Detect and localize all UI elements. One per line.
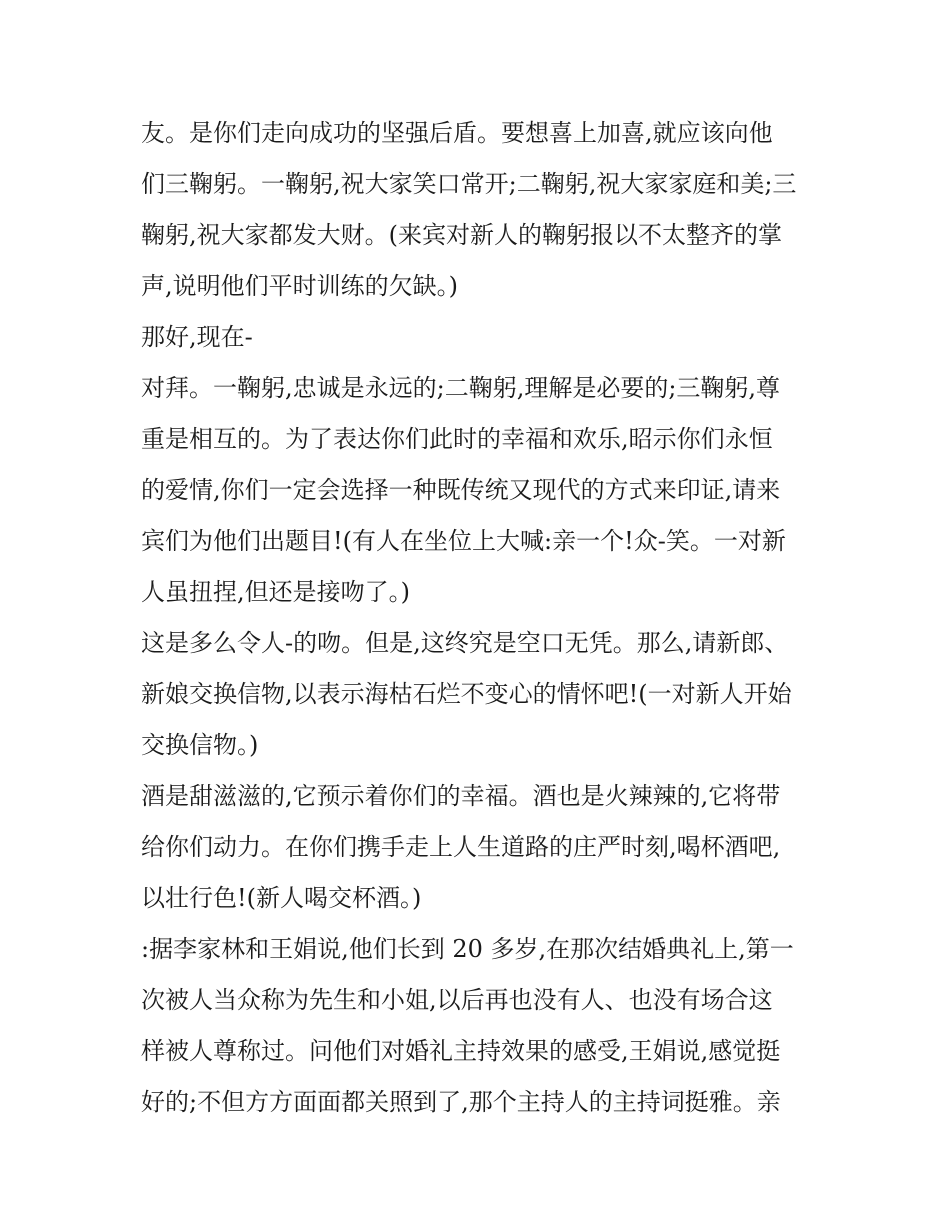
body-text [141, 108, 813, 1128]
text-line: 酒是甜滋滋的,它预示着你们的幸福。酒也是火辣辣的,它将带 [141, 782, 781, 810]
text-line: 好的;不但方方面面都关照到了,那个主持人的主持词挺雅。亲 [141, 1088, 781, 1116]
text-line: 声,说明他们平时训练的欠缺。) [141, 272, 458, 300]
text-line: 的爱情,你们一定会选择一种既传统又现代的方式来印证,请来 [141, 476, 781, 504]
text-line: 以壮行色!(新人喝交杯酒。) [141, 884, 422, 912]
text-line: 重是相互的。为了表达你们此时的幸福和欢乐,昭示你们永恒 [141, 425, 773, 453]
text-line: 次被人当众称为先生和小姐,以后再也没有人、也没有场合这 [141, 986, 773, 1014]
text-line: 给你们动力。在你们携手走上人生道路的庄严时刻,喝杯酒吧, [141, 833, 781, 861]
text-line: 交换信物。) [141, 731, 259, 759]
text-line: 鞠躬,祝大家都发大财。(来宾对新人的鞠躬报以不太整齐的掌 [141, 221, 782, 249]
text-line: 宾们为他们出题目!(有人在坐位上大喊:亲一个!众-笑。一对新 [141, 527, 786, 555]
text-line: 新娘交换信物,以表示海枯石烂不变心的情怀吧!(一对新人开始 [141, 680, 792, 708]
text-line: 友。是你们走向成功的坚强后盾。要想喜上加喜,就应该向他 [141, 119, 773, 147]
text-line: 对拜。一鞠躬,忠诚是永远的;二鞠躬,理解是必要的;三鞠躬,尊 [141, 374, 781, 402]
text-line: 们三鞠躬。一鞠躬,祝大家笑口常开;二鞠躬,祝大家家庭和美;三 [141, 170, 797, 198]
text-line: :据李家林和王娟说,他们长到 20 多岁,在那次结婚典礼上,第一 [141, 935, 794, 963]
text-line: 这是多么令人-的吻。但是,这终究是空口无凭。那么,请新郎、 [141, 629, 789, 657]
text-line: 那好,现在- [141, 323, 253, 351]
text-line: 人虽扭捏,但还是接吻了。) [141, 578, 410, 606]
text-line: 样被人尊称过。问他们对婚礼主持效果的感受,王娟说,感觉挺 [141, 1037, 781, 1065]
